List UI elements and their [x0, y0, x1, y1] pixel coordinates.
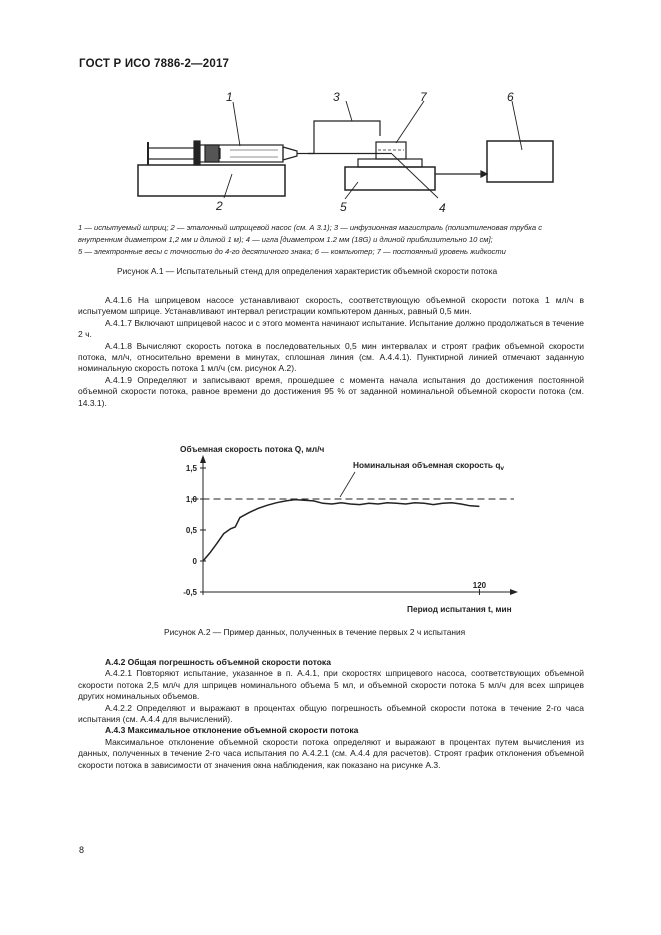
figure2-caption: Рисунок А.2 — Пример данных, полученных в течение первых 2 ч испытания	[164, 627, 466, 637]
measured-flow-line	[203, 500, 479, 561]
y-tick-label: 1,5	[185, 464, 197, 473]
label-3: 3	[333, 90, 340, 104]
y-tick-label: 1,0	[185, 495, 197, 504]
page-number: 8	[79, 845, 85, 855]
section-heading: А.4.3 Максимальное отклонение объемной скорости потока	[105, 725, 359, 736]
flow-rate-chart	[160, 435, 530, 615]
beaker	[376, 142, 406, 159]
syringe-pump-base	[138, 165, 285, 196]
figure1-legend	[78, 222, 583, 258]
label-7: 7	[420, 90, 427, 104]
electronic-scale	[345, 167, 435, 190]
paragraph: А.4.1.7 Включают шприцевой насос и с этого момента начинают испытание. Испытание должно продолжаться в течение 2 ч.	[78, 317, 584, 340]
legend-line: внутренним диаметром 1,2 мм и длиной 1 м); 4 — игла [диаметром 1.2 мм (18G) и длиной приблизительно 10 см];	[78, 235, 493, 244]
figure1-caption: Рисунок А.1 — Испытательный стенд для определения характеристик объемной скорости потока	[117, 266, 498, 276]
y-tick-label: 0,5	[185, 526, 197, 535]
y-tick-label: 0	[192, 557, 197, 566]
paragraph: А.4.1.6 На шприцевом насосе устанавливают скорость, соответствующую объемной скорости потока 1 мл/ч в испытуемом шприце. Устанавливают интервал регистрации компьютером данных, равный 0,5 мин.	[78, 295, 584, 317]
nominal-rate-label: Номинальная объемная скорость $q_v$	[353, 460, 505, 472]
nominal-rate-leader	[340, 472, 355, 497]
x-tick-label: 120	[472, 581, 487, 590]
label-4: 4	[439, 201, 446, 215]
paragraph: А.4.1.9 Определяют и записывают время, прошедшее с момента начала испытания до достижения постоянной объемной скорости потока, равное времени до достижения 95 % от заданной номинальной объемной скорости потока (см. 14.3.1).	[78, 374, 584, 408]
chart-title: Объемная скорость потока Q, мл/ч	[180, 444, 325, 454]
label-5: 5	[340, 200, 347, 214]
paragraph: Максимальное отклонение объемной скорости потока определяют и выражают в процентах путем вычисления из данных, полученных в течение 2-го часа испытания по А.4.2.1 (см. А.4.4 для расчетов). Строят график отклонения объемной скорости потока в зависимости от значения окна наблюдения, как показано на рисунке А.3.	[78, 736, 584, 770]
document-header: ГОСТ Р ИСО 7886-2—2017	[79, 58, 230, 70]
syringe-tip	[283, 147, 297, 160]
y-axis-arrow	[200, 455, 206, 463]
syringe-plunger	[148, 148, 195, 159]
procedure-text	[78, 295, 584, 409]
infusion-line	[308, 121, 380, 154]
legend-line: 5 — электронные весы с точностью до 4-го десятичного знака; 6 — компьютер; 7 — постоянный уровень жидкости	[78, 247, 506, 256]
computer-box	[487, 141, 553, 182]
paragraph: А.4.1.8 Вычисляют скорость потока в последовательных 0,5 мин интервалах и строят график объемной скорости потока, мл/ч, относительно времени в минутах, сплошная линия (см. А.4.4.1). Пунктирной линией отмечают заданную номинальную скорость потока 1 мл/ч (см. рисунок А.2).	[78, 340, 584, 374]
x-axis-arrow	[510, 589, 518, 595]
test-stand-diagram	[120, 88, 580, 218]
paragraph: А.4.2.2 Определяют и выражают в процентах общую погрешность объемной скорости потока в течение 2-го часа испытания (см. А.4.4 для вычислений).	[78, 702, 584, 725]
paragraph: А.4.2.1 Повторяют испытание, указанное в п. А.4.1, при скоростях шприцевого насоса, соответствующих объемной скорости потока 2,5 мл/ч для шприцев номинального объема 5 мл, и объемной скорости потока 5 мл/ч для всех шприцев других номинальных объемов.	[78, 668, 584, 702]
y-tick-label: -0,5	[183, 588, 197, 597]
x-axis-label: Период испытания t, мин	[407, 604, 512, 614]
label-1: 1	[226, 90, 233, 104]
section-a42	[78, 657, 584, 771]
section-heading: А.4.2 Общая погрешность объемной скорости потока	[105, 657, 331, 667]
label-2: 2	[216, 199, 223, 213]
label-6: 6	[507, 90, 514, 104]
legend-line: 1 — испытуемый шприц; 2 — эталонный шприцевой насос (см. А 3.1); 3 — инфузионная магистраль (полиэтиленовая трубка с	[78, 223, 542, 232]
